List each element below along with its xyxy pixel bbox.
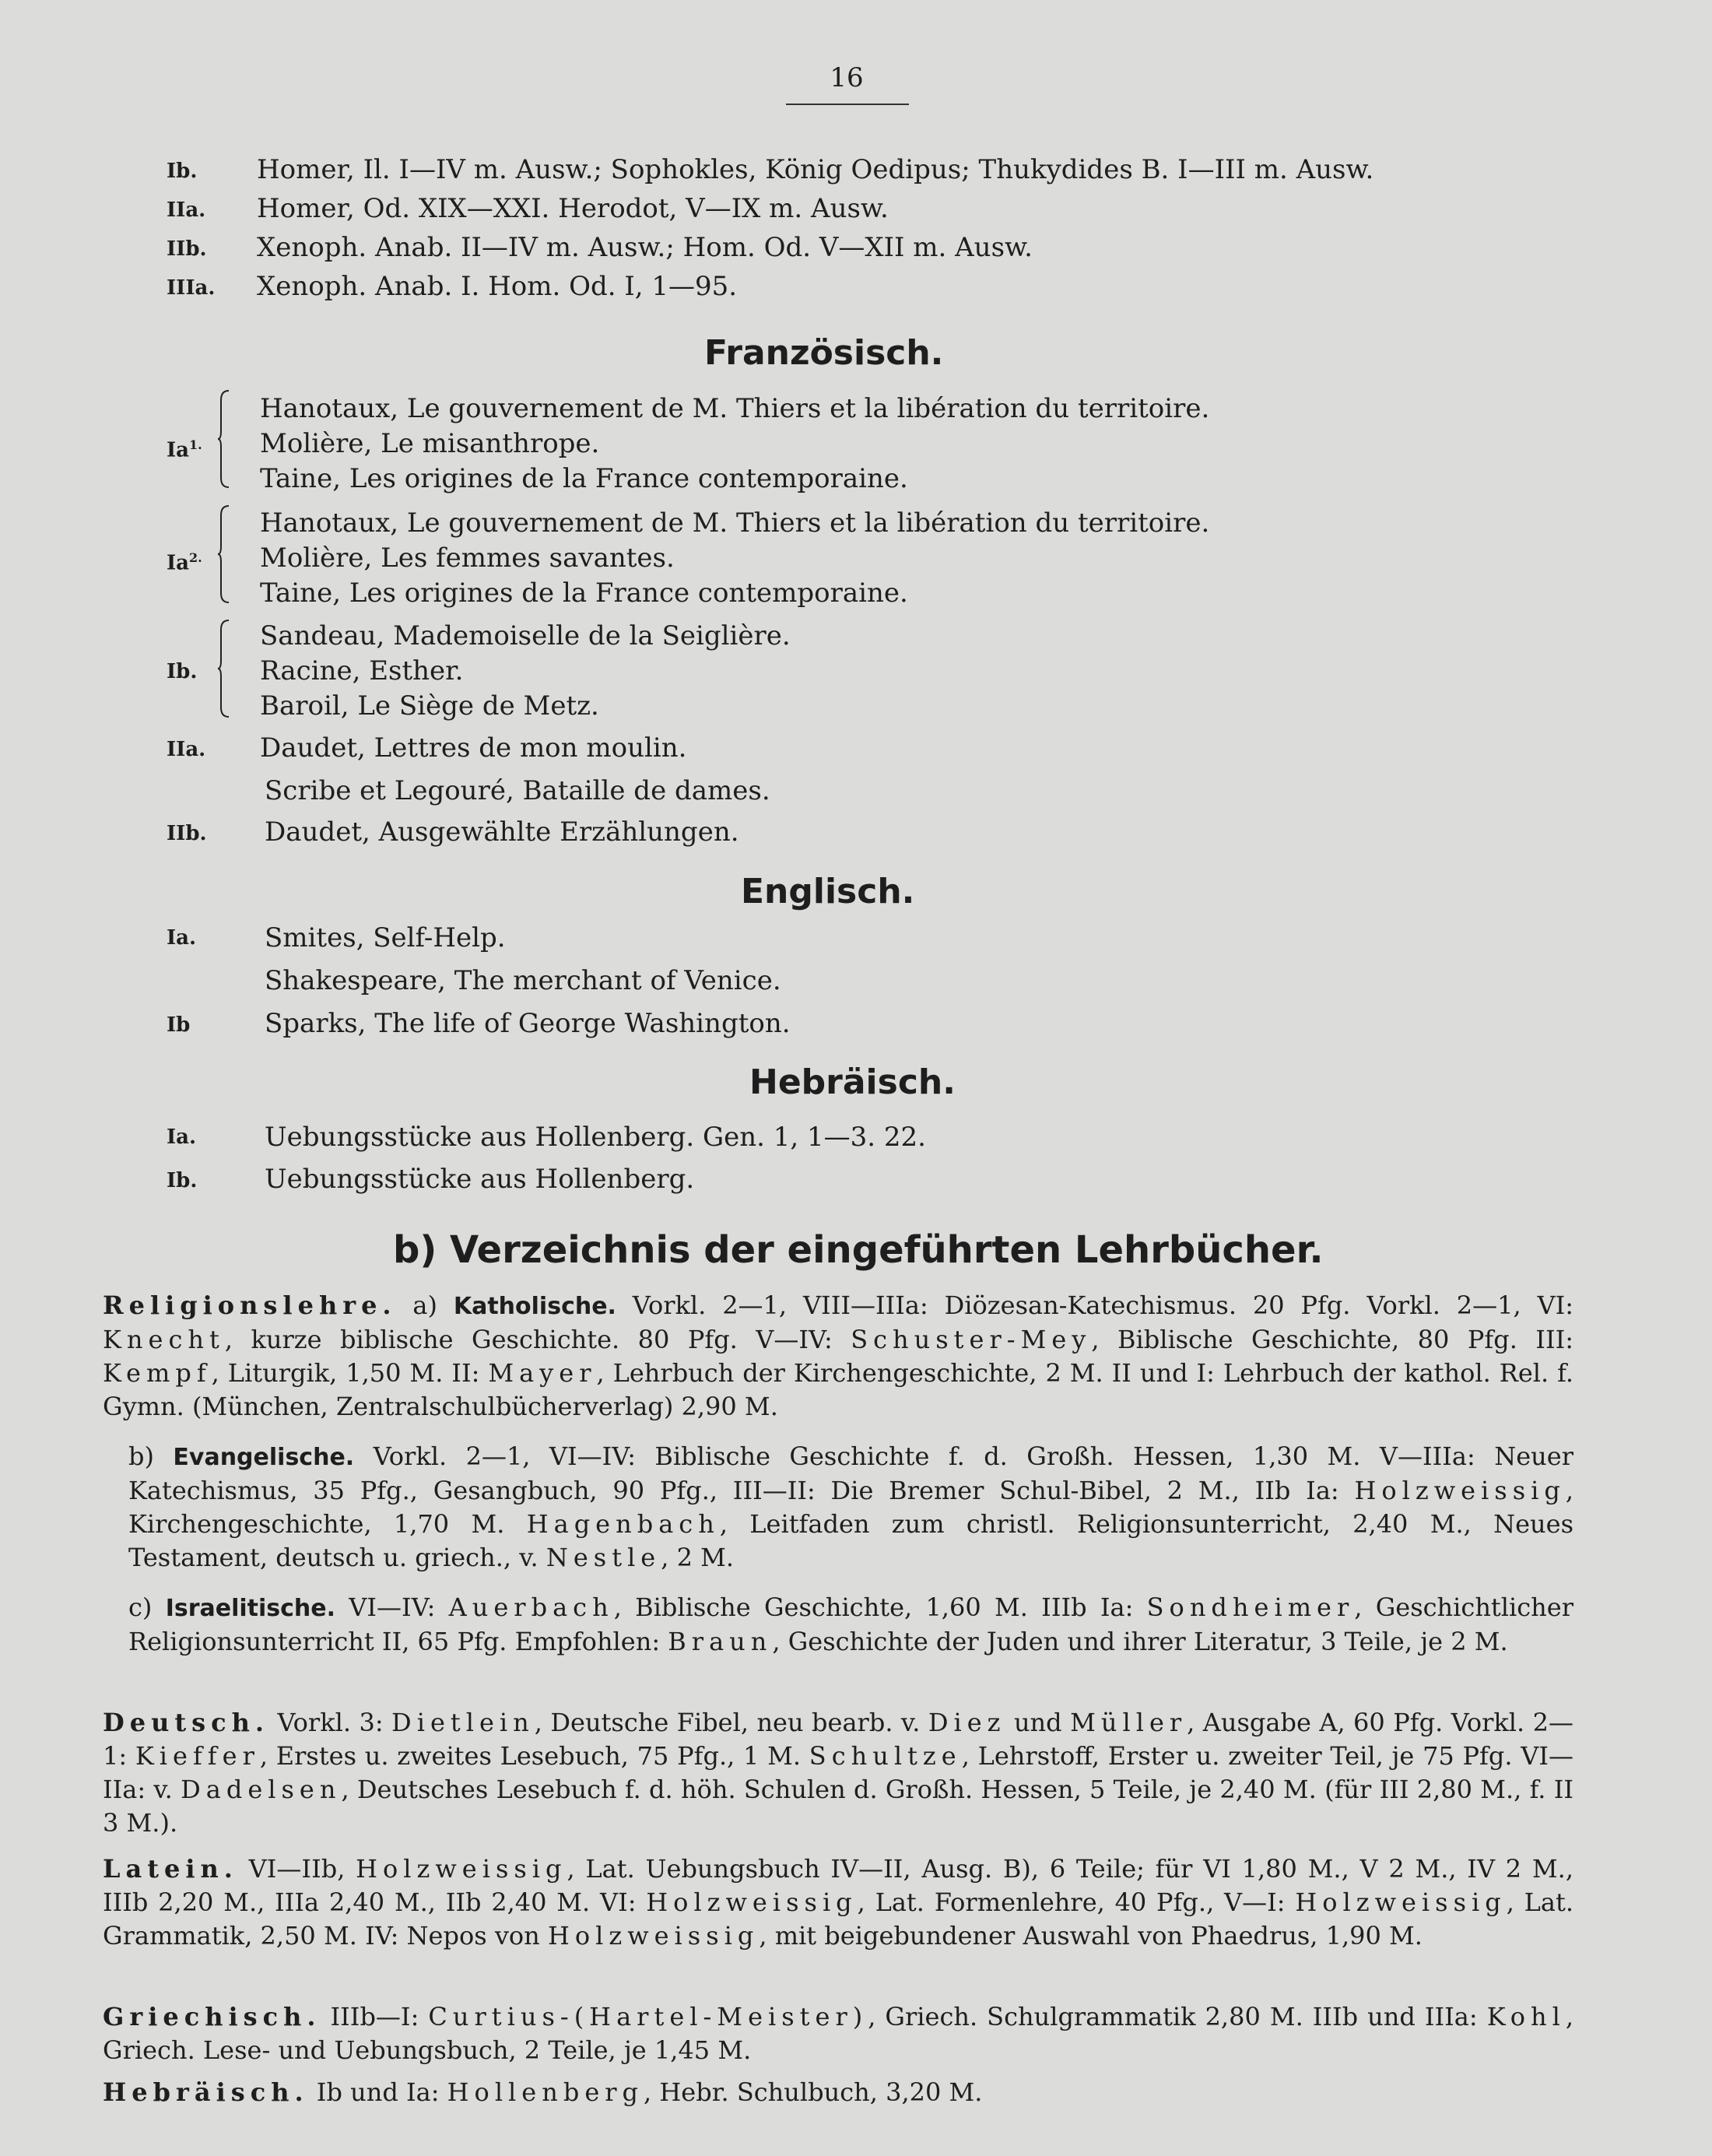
textbook-entry-latein: Latein. VI—IIb, Holzweissig, Lat. Uebungsbuch IV—II, Ausg. B), 6 Teile; für VI 1,80 M., V 2 M., IV 2 M., IIIb 2,20 M., IIIa 2,40 M., IIb 2,40 M. VI: Holzweissig, Lat. Formenlehre, 40 Pfg., V—I: Holzweissig, Lat. Grammatik, 2,50 M. IV: Nepos von Holzweissig, mit beigebundener Auswahl von Phaedrus, 1,90 M. xyxy=(103,1854,1574,1951)
class-label: Ia. xyxy=(167,926,197,950)
reading-line: Taine, Les origines de la France contemporaine. xyxy=(260,578,908,609)
brace-icon xyxy=(218,504,230,604)
class-label: Ib xyxy=(167,1013,191,1037)
class-label: $Ia^{1.}$ xyxy=(167,437,202,462)
reading-line: Baroil, Le Siège de Metz. xyxy=(260,690,599,722)
reading-line: Sandeau, Mademoiselle de la Seiglière. xyxy=(260,620,791,651)
brace-icon xyxy=(218,619,230,718)
section-heading-englisch: Englisch. xyxy=(741,872,915,911)
class-label: Ib. xyxy=(167,160,198,183)
entry-head: Latein. xyxy=(103,1854,238,1884)
reading-line: Scribe et Legouré, Bataille de dames. xyxy=(265,775,770,806)
reading-line: Taine, Les origines de la France contemporaine. xyxy=(260,463,908,494)
reading-line: Uebungsstücke aus Hollenberg. Gen. 1, 1—3. 22. xyxy=(265,1122,926,1153)
reading-line: Xenoph. Anab. II—IV m. Ausw.; Hom. Od. V—XII m. Ausw. xyxy=(257,232,1033,263)
page-number-rule xyxy=(786,104,909,105)
section-heading-franzoesisch: Französisch. xyxy=(704,333,944,373)
reading-line: Daudet, Lettres de mon moulin. xyxy=(260,732,687,764)
reading-line: Shakespeare, The merchant of Venice. xyxy=(265,965,781,996)
reading-line: Smites, Self-Help. xyxy=(265,922,506,953)
reading-line: Homer, Il. I—IV m. Ausw.; Sophokles, König Oedipus; Thukydides B. I—III m. Ausw. xyxy=(257,154,1374,185)
textbook-entry-deutsch: Deutsch. Vorkl. 3: Dietlein, Deutsche Fibel, neu bearb. v. Diez und Müller, Ausgabe A, 60 Pfg. Vorkl. 2—1: Kieffer, Erstes u. zweites Lesebuch, 75 Pfg., 1 M. Schultze, Lehrstoff, Erster u. zweiter Teil, je 75 Pfg. VI—IIa: v. Dadelsen, Deutsches Lesebuch f. d. höh. Schulen d. Großh. Hessen, 5 Teile, je 2,40 M. (für III 2,80 M., f. II 3 M.). xyxy=(103,1708,1574,1838)
entry-head: Griechisch. xyxy=(103,2002,321,2031)
class-label: IIa. xyxy=(167,198,206,222)
class-label: Ia. xyxy=(167,1125,197,1149)
class-label: $Ia^{2.}$ xyxy=(167,550,202,575)
reading-line: Hanotaux, Le gouvernement de M. Thiers et la libération du territoire. xyxy=(260,507,1210,539)
reading-line: Hanotaux, Le gouvernement de M. Thiers et la libération du territoire. xyxy=(260,393,1210,424)
textbook-entry-religion-evangelisch: b) Evangelische. Vorkl. 2—1, VI—IV: Biblische Geschichte f. d. Großh. Hessen, 1,30 M. V—IIIa: Neuer Katechismus, 35 Pfg., Gesangbuch, 90 Pfg., III—II: Die Bremer Schul-Bibel, 2 M., IIb Ia: Holzweissig, Kirchengeschichte, 1,70 M. Hagenbach, Leitfaden zum christl. Religionsunterricht, 2,40 M., Neues Testament, deutsch u. griech., v. Nestle, 2 M. xyxy=(128,1441,1574,1572)
reading-line: Molière, Les femmes savantes. xyxy=(260,543,675,574)
section-b-title: b) Verzeichnis der eingeführten Lehrbücher. xyxy=(393,1228,1324,1272)
class-label: IIb. xyxy=(167,237,207,261)
entry-head: Religionslehre. xyxy=(103,1290,397,1320)
page-number: 16 xyxy=(830,62,864,93)
entry-head: Hebräisch. xyxy=(103,2077,309,2107)
reading-line: Daudet, Ausgewählte Erzählungen. xyxy=(265,816,739,848)
reading-line: Uebungsstücke aus Hollenberg. xyxy=(265,1164,695,1195)
class-label: IIb. xyxy=(167,822,207,845)
reading-line: Racine, Esther. xyxy=(260,655,464,686)
class-label: Ib. xyxy=(167,1169,198,1192)
reading-line: Molière, Le misanthrope. xyxy=(260,428,600,459)
class-label: IIIa. xyxy=(167,276,216,300)
class-label: Ib. xyxy=(167,660,198,683)
textbook-entry-religion: Religionslehre. a) Katholische. Vorkl. 2—1, VIII—IIIa: Diözesan-Katechismus. 20 Pfg. Vorkl. 2—1, VI: Knecht, kurze biblische Geschichte. 80 Pfg. V—IV: Schuster-Mey, Biblische Geschichte, 80 Pfg. III: Kempf, Liturgik, 1,50 M. II: Mayer, Lehrbuch der Kirchengeschichte, 2 M. II und I: Lehrbuch der kathol. Rel. f. Gymn. (München, Zentralschulbücherverlag) 2,90 M. xyxy=(103,1290,1574,1421)
reading-line: Sparks, The life of George Washington. xyxy=(265,1008,791,1039)
entry-head: Deutsch. xyxy=(103,1708,270,1737)
reading-line: Homer, Od. XIX—XXI. Herodot, V—IX m. Ausw. xyxy=(257,193,889,224)
reading-line: Xenoph. Anab. I. Hom. Od. I, 1—95. xyxy=(257,271,738,302)
textbook-entry-hebraeisch: Hebräisch. Ib und Ia: Hollenberg, Hebr. Schulbuch, 3,20 M. xyxy=(103,2077,983,2107)
section-heading-hebraeisch: Hebräisch. xyxy=(749,1062,956,1102)
textbook-entry-griechisch: Griechisch. IIIb—I: Curtius-(Hartel-Meister), Griech. Schulgrammatik 2,80 M. IIIb und IIIa: Kohl, Griech. Lese- und Uebungsbuch, 2 Teile, je 1,45 M. xyxy=(103,2002,1574,2065)
class-label: IIa. xyxy=(167,738,206,761)
brace-icon xyxy=(218,389,230,489)
textbook-entry-religion-israelitisch: c) Israelitische. VI—IV: Auerbach, Biblische Geschichte, 1,60 M. IIIb Ia: Sondheimer, Geschichtlicher Religionsunterricht II, 65 Pfg. Empfohlen: Braun, Geschichte der Juden und ihrer Literatur, 3 Teile, je 2 M. xyxy=(128,1592,1574,1656)
